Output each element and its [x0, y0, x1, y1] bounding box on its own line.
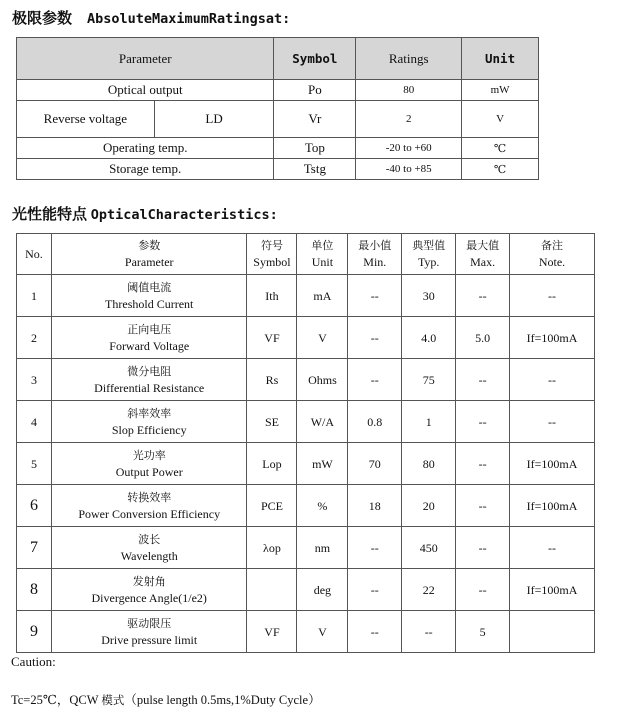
- row-symbol: SE: [247, 401, 297, 443]
- table-row: [17, 159, 539, 180]
- header-note-en: Note.: [538, 255, 566, 269]
- row-typ: 450: [402, 527, 456, 569]
- operating-temp-rating: -20 to +60: [356, 138, 462, 159]
- row-max: --: [456, 359, 510, 401]
- row-max: --: [456, 275, 510, 317]
- row-min: 18: [348, 485, 402, 527]
- row-param-zh: 斜率效率: [127, 406, 172, 420]
- optical-output-unit: mW: [462, 80, 539, 101]
- optical-output-symbol: Po: [274, 80, 356, 101]
- max-ratings-title-zh: 极限参数: [12, 9, 73, 27]
- row-param-zh: 微分电阻: [127, 364, 172, 378]
- header-max-zh: 最大值: [466, 239, 500, 252]
- header-max-en: Max.: [470, 255, 496, 269]
- optical-table: [16, 233, 595, 653]
- row-max: --: [456, 569, 510, 611]
- header-note-zh: 备注: [541, 239, 564, 252]
- reverse-voltage-rating: 2: [356, 101, 462, 138]
- row-parameter: [51, 317, 247, 359]
- row-max: 5: [456, 611, 510, 653]
- table-row: [17, 275, 595, 317]
- row-parameter: [51, 485, 247, 527]
- row-param-en: Drive pressure limit: [101, 632, 198, 647]
- row-max: --: [456, 443, 510, 485]
- row-min: --: [348, 275, 402, 317]
- reverse-voltage-label: Reverse voltage: [17, 101, 155, 138]
- row-min: 70: [348, 443, 402, 485]
- row-symbol: PCE: [247, 485, 297, 527]
- conditions-mode: 模式: [101, 693, 125, 707]
- max-ratings-table: [16, 37, 539, 180]
- row-no: 6: [17, 485, 52, 527]
- row-no: 1: [17, 275, 52, 317]
- row-no: 5: [17, 443, 52, 485]
- row-max: --: [456, 401, 510, 443]
- row-min: --: [348, 359, 402, 401]
- header-typ-en: Typ.: [417, 255, 440, 269]
- max-ratings-title-en: AbsoluteMaximumRatingsat:: [87, 11, 291, 27]
- row-typ: 75: [402, 359, 456, 401]
- row-no: 8: [17, 569, 52, 611]
- row-note: [510, 611, 595, 653]
- row-param-en: Differential Resistance: [94, 380, 205, 395]
- row-min: --: [348, 569, 402, 611]
- row-unit: mA: [297, 275, 348, 317]
- row-param-zh: 转换效率: [127, 490, 172, 504]
- row-unit: Ohms: [297, 359, 348, 401]
- row-symbol: Ith: [247, 275, 297, 317]
- row-unit: %: [297, 485, 348, 527]
- storage-temp-rating: -40 to +85: [356, 159, 462, 180]
- row-max: --: [456, 527, 510, 569]
- row-typ: 22: [402, 569, 456, 611]
- table-row: [17, 138, 539, 159]
- row-no: 2: [17, 317, 52, 359]
- row-min: --: [348, 317, 402, 359]
- row-typ: 1: [402, 401, 456, 443]
- operating-temp-unit: ℃: [462, 138, 539, 159]
- row-note: --: [510, 401, 595, 443]
- table-row: [17, 401, 595, 443]
- row-typ: --: [402, 611, 456, 653]
- row-parameter: [51, 359, 247, 401]
- header-min-zh: 最小值: [358, 239, 392, 252]
- row-param-en: Output Power: [115, 464, 183, 479]
- reverse-voltage-sub: LD: [154, 101, 274, 138]
- header-parameter: Parameter: [17, 38, 274, 80]
- optical-output-label: Optical output: [17, 80, 274, 101]
- optical-title-zh: 光性能特点: [12, 205, 88, 223]
- row-parameter: [51, 275, 247, 317]
- row-param-zh: 正向电压: [127, 322, 172, 336]
- row-note: If=100mA: [510, 317, 595, 359]
- row-no: 4: [17, 401, 52, 443]
- row-param-en: Wavelength: [120, 548, 178, 563]
- conditions-prefix: Tc=25℃，QCW: [11, 693, 102, 707]
- conditions-rest: （pulse length 0.5ms,1%Duty Cycle）: [124, 693, 321, 707]
- storage-temp-unit: ℃: [462, 159, 539, 180]
- table-row: [17, 101, 539, 138]
- row-no: 7: [17, 527, 52, 569]
- table-row: [17, 485, 595, 527]
- storage-temp-label: Storage temp.: [17, 159, 274, 180]
- optical-output-rating: 80: [356, 80, 462, 101]
- row-typ: 80: [402, 443, 456, 485]
- header-symbol-en: Symbol: [253, 255, 291, 269]
- table-row: [17, 569, 595, 611]
- table-row: [17, 611, 595, 653]
- row-typ: 30: [402, 275, 456, 317]
- row-min: --: [348, 611, 402, 653]
- row-note: If=100mA: [510, 569, 595, 611]
- row-param-zh: 驱动限压: [127, 616, 172, 630]
- row-param-en: Power Conversion Efficiency: [78, 506, 221, 521]
- row-symbol: λop: [247, 527, 297, 569]
- header-unit-en: Unit: [311, 255, 334, 269]
- caution-label: Caution:: [11, 654, 56, 669]
- header-note: [510, 234, 595, 275]
- row-param-en: Forward Voltage: [109, 338, 190, 353]
- row-note: --: [510, 275, 595, 317]
- optical-title-en: OpticalCharacteristics:: [90, 207, 278, 223]
- test-conditions: [11, 690, 321, 708]
- row-min: 0.8: [348, 401, 402, 443]
- row-param-en: Slop Efficiency: [111, 422, 187, 437]
- row-symbol: VF: [247, 611, 297, 653]
- operating-temp-symbol: Top: [274, 138, 356, 159]
- row-max: 5.0: [456, 317, 510, 359]
- header-typ-zh: 典型值: [412, 239, 446, 252]
- storage-temp-symbol: Tstg: [274, 159, 356, 180]
- header-typ: [402, 234, 456, 275]
- row-no: 3: [17, 359, 52, 401]
- row-symbol: Lop: [247, 443, 297, 485]
- row-note: If=100mA: [510, 443, 595, 485]
- header-max: [456, 234, 510, 275]
- optical-header-row: [17, 234, 595, 275]
- row-note: --: [510, 527, 595, 569]
- row-parameter: [51, 443, 247, 485]
- row-typ: 4.0: [402, 317, 456, 359]
- header-unit-zh: 单位: [311, 239, 334, 252]
- header-min-en: Min.: [363, 255, 387, 269]
- optical-title: [12, 203, 278, 224]
- header-symbol-zh: 符号: [260, 239, 283, 252]
- row-unit: V: [297, 611, 348, 653]
- row-symbol: VF: [247, 317, 297, 359]
- header-param-zh: 参数: [138, 239, 161, 252]
- header-symbol: Symbol: [274, 38, 356, 80]
- row-unit: nm: [297, 527, 348, 569]
- row-param-en: Threshold Current: [105, 296, 194, 311]
- reverse-voltage-unit: V: [462, 101, 539, 138]
- max-ratings-header-row: [17, 38, 539, 80]
- table-row: [17, 527, 595, 569]
- row-param-zh: 波长: [138, 532, 161, 546]
- row-param-en: Divergence Angle(1/e2): [91, 590, 207, 605]
- row-unit: V: [297, 317, 348, 359]
- row-unit: deg: [297, 569, 348, 611]
- header-parameter: [51, 234, 247, 275]
- row-symbol: Rs: [247, 359, 297, 401]
- header-unit: Unit: [462, 38, 539, 80]
- header-symbol: [247, 234, 297, 275]
- row-param-zh: 发射角: [132, 574, 166, 588]
- row-parameter: [51, 611, 247, 653]
- row-parameter: [51, 401, 247, 443]
- row-symbol: [247, 569, 297, 611]
- operating-temp-label: Operating temp.: [17, 138, 274, 159]
- row-parameter: [51, 569, 247, 611]
- header-ratings: Ratings: [356, 38, 462, 80]
- header-unit: [297, 234, 348, 275]
- table-row: [17, 443, 595, 485]
- row-min: --: [348, 527, 402, 569]
- max-ratings-title: [12, 7, 290, 28]
- row-parameter: [51, 527, 247, 569]
- row-note: If=100mA: [510, 485, 595, 527]
- row-unit: mW: [297, 443, 348, 485]
- row-no: 9: [17, 611, 52, 653]
- header-no: No.: [17, 234, 52, 275]
- table-row: [17, 359, 595, 401]
- row-max: --: [456, 485, 510, 527]
- row-typ: 20: [402, 485, 456, 527]
- row-param-zh: 光功率: [132, 448, 166, 462]
- row-note: --: [510, 359, 595, 401]
- table-row: [17, 80, 539, 101]
- reverse-voltage-symbol: Vr: [274, 101, 356, 138]
- row-param-zh: 阈值电流: [127, 280, 172, 294]
- header-min: [348, 234, 402, 275]
- row-unit: W/A: [297, 401, 348, 443]
- table-row: [17, 317, 595, 359]
- header-param-en: Parameter: [124, 255, 174, 269]
